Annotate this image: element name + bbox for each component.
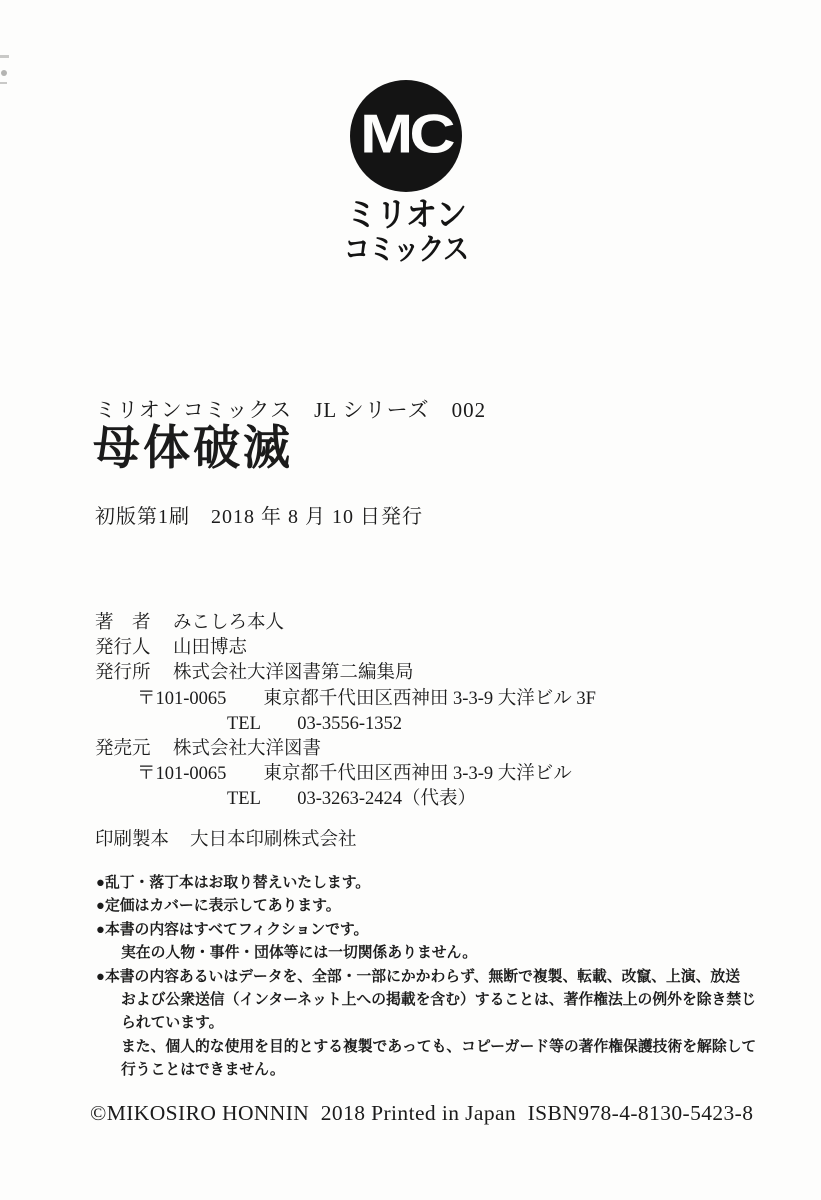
scan-artifact: [1, 70, 7, 76]
publisher-logo: [316, 80, 496, 267]
credit-row-address: [95, 762, 596, 787]
notice-line: [96, 1036, 756, 1059]
credit-row-author: [95, 611, 596, 636]
credit-label: 発行人: [95, 638, 151, 659]
credit-row-publishing-office: [95, 661, 596, 686]
notice-text: 定価はカバーに表示してあります。: [104, 898, 341, 915]
notice-line: [96, 1059, 756, 1082]
notice-text: および公衆送信（インターネット上への掲載を含む）することは、著作権法上の例外を除き禁じ: [121, 992, 756, 1009]
notice-text: また、個人的な使用を目的とする複製であっても、コピーガード等の著作権保護技術を解除して: [121, 1038, 757, 1055]
bullet-icon: ●: [96, 898, 105, 915]
bullet-icon: ●: [96, 921, 105, 938]
mc-logo-circle: [350, 80, 462, 192]
copyright-isbn-line: ©MIKOSIRO HONNIN 2018 Printed in Japan ISBN978-4-8130-5423-8: [90, 1101, 754, 1125]
notice-line: [96, 895, 756, 918]
notice-line: [96, 989, 756, 1012]
bullet-icon: ●: [96, 875, 105, 891]
notice-text: 本書の内容はすべてフィクションです。: [104, 921, 369, 938]
credit-row-tel: [95, 712, 596, 737]
credit-label: 発行所: [95, 663, 151, 684]
notice-line: [96, 966, 756, 989]
notice-text: られています。: [121, 1015, 224, 1032]
series-line: ミリオンコミックス JL シリーズ 002: [95, 398, 487, 422]
credit-value: 株式会社大洋図書第二編集局: [173, 663, 414, 684]
credit-row-address: [95, 687, 596, 712]
logo-name-line1: ミリオン: [346, 195, 466, 234]
credit-value: みこしろ本人: [173, 613, 285, 633]
notice-line: [96, 919, 756, 942]
notice-line: [96, 942, 756, 965]
credit-value: 山田博志: [173, 638, 248, 659]
credit-row-publisher-person: [95, 636, 596, 661]
logo-name-line2: コミックス: [343, 231, 469, 267]
legal-notices: [96, 872, 756, 1083]
credit-value: 〒101-0065 東京都千代田区西神田 3-3-9 大洋ビル 3F: [137, 688, 596, 709]
notice-line: [96, 872, 756, 895]
credit-row-tel: [95, 787, 596, 812]
scan-artifact: [0, 82, 7, 84]
credit-value: 〒101-0065 東京都千代田区西神田 3-3-9 大洋ビル: [137, 764, 572, 785]
credit-value: TEL 03-3556-1352: [227, 713, 403, 734]
notice-text: 行うことはできません。: [121, 1062, 285, 1079]
credit-row-printer: [95, 828, 596, 853]
mc-monogram: MC: [360, 103, 452, 165]
credit-label: 印刷製本: [95, 829, 170, 850]
credit-value: 大日本印刷株式会社: [190, 829, 357, 850]
credit-label: 著 者: [95, 613, 151, 633]
credit-value: TEL 03-3263-2424（代表）: [227, 789, 477, 810]
edition-line: 初版第1刷 2018 年 8 月 10 日発行: [95, 506, 423, 528]
credits-block: [95, 611, 596, 853]
scan-artifact: [0, 55, 9, 58]
credit-value: 株式会社大洋図書: [173, 739, 322, 760]
bullet-icon: ●: [96, 968, 105, 985]
notice-text: 実在の人物・事件・団体等には一切関係ありません。: [121, 945, 478, 962]
credit-row-distributor: [95, 737, 596, 762]
notice-text: 乱丁・落丁本はお取り替えいたします。: [104, 875, 371, 891]
notice-line: [96, 1012, 756, 1035]
credit-label: 発売元: [95, 739, 151, 760]
book-title: 母体破滅: [93, 423, 293, 475]
notice-text: 本書の内容あるいはデータを、全部・一部にかかわらず、無断で複製、転載、改竄、上演、放送: [104, 968, 741, 985]
